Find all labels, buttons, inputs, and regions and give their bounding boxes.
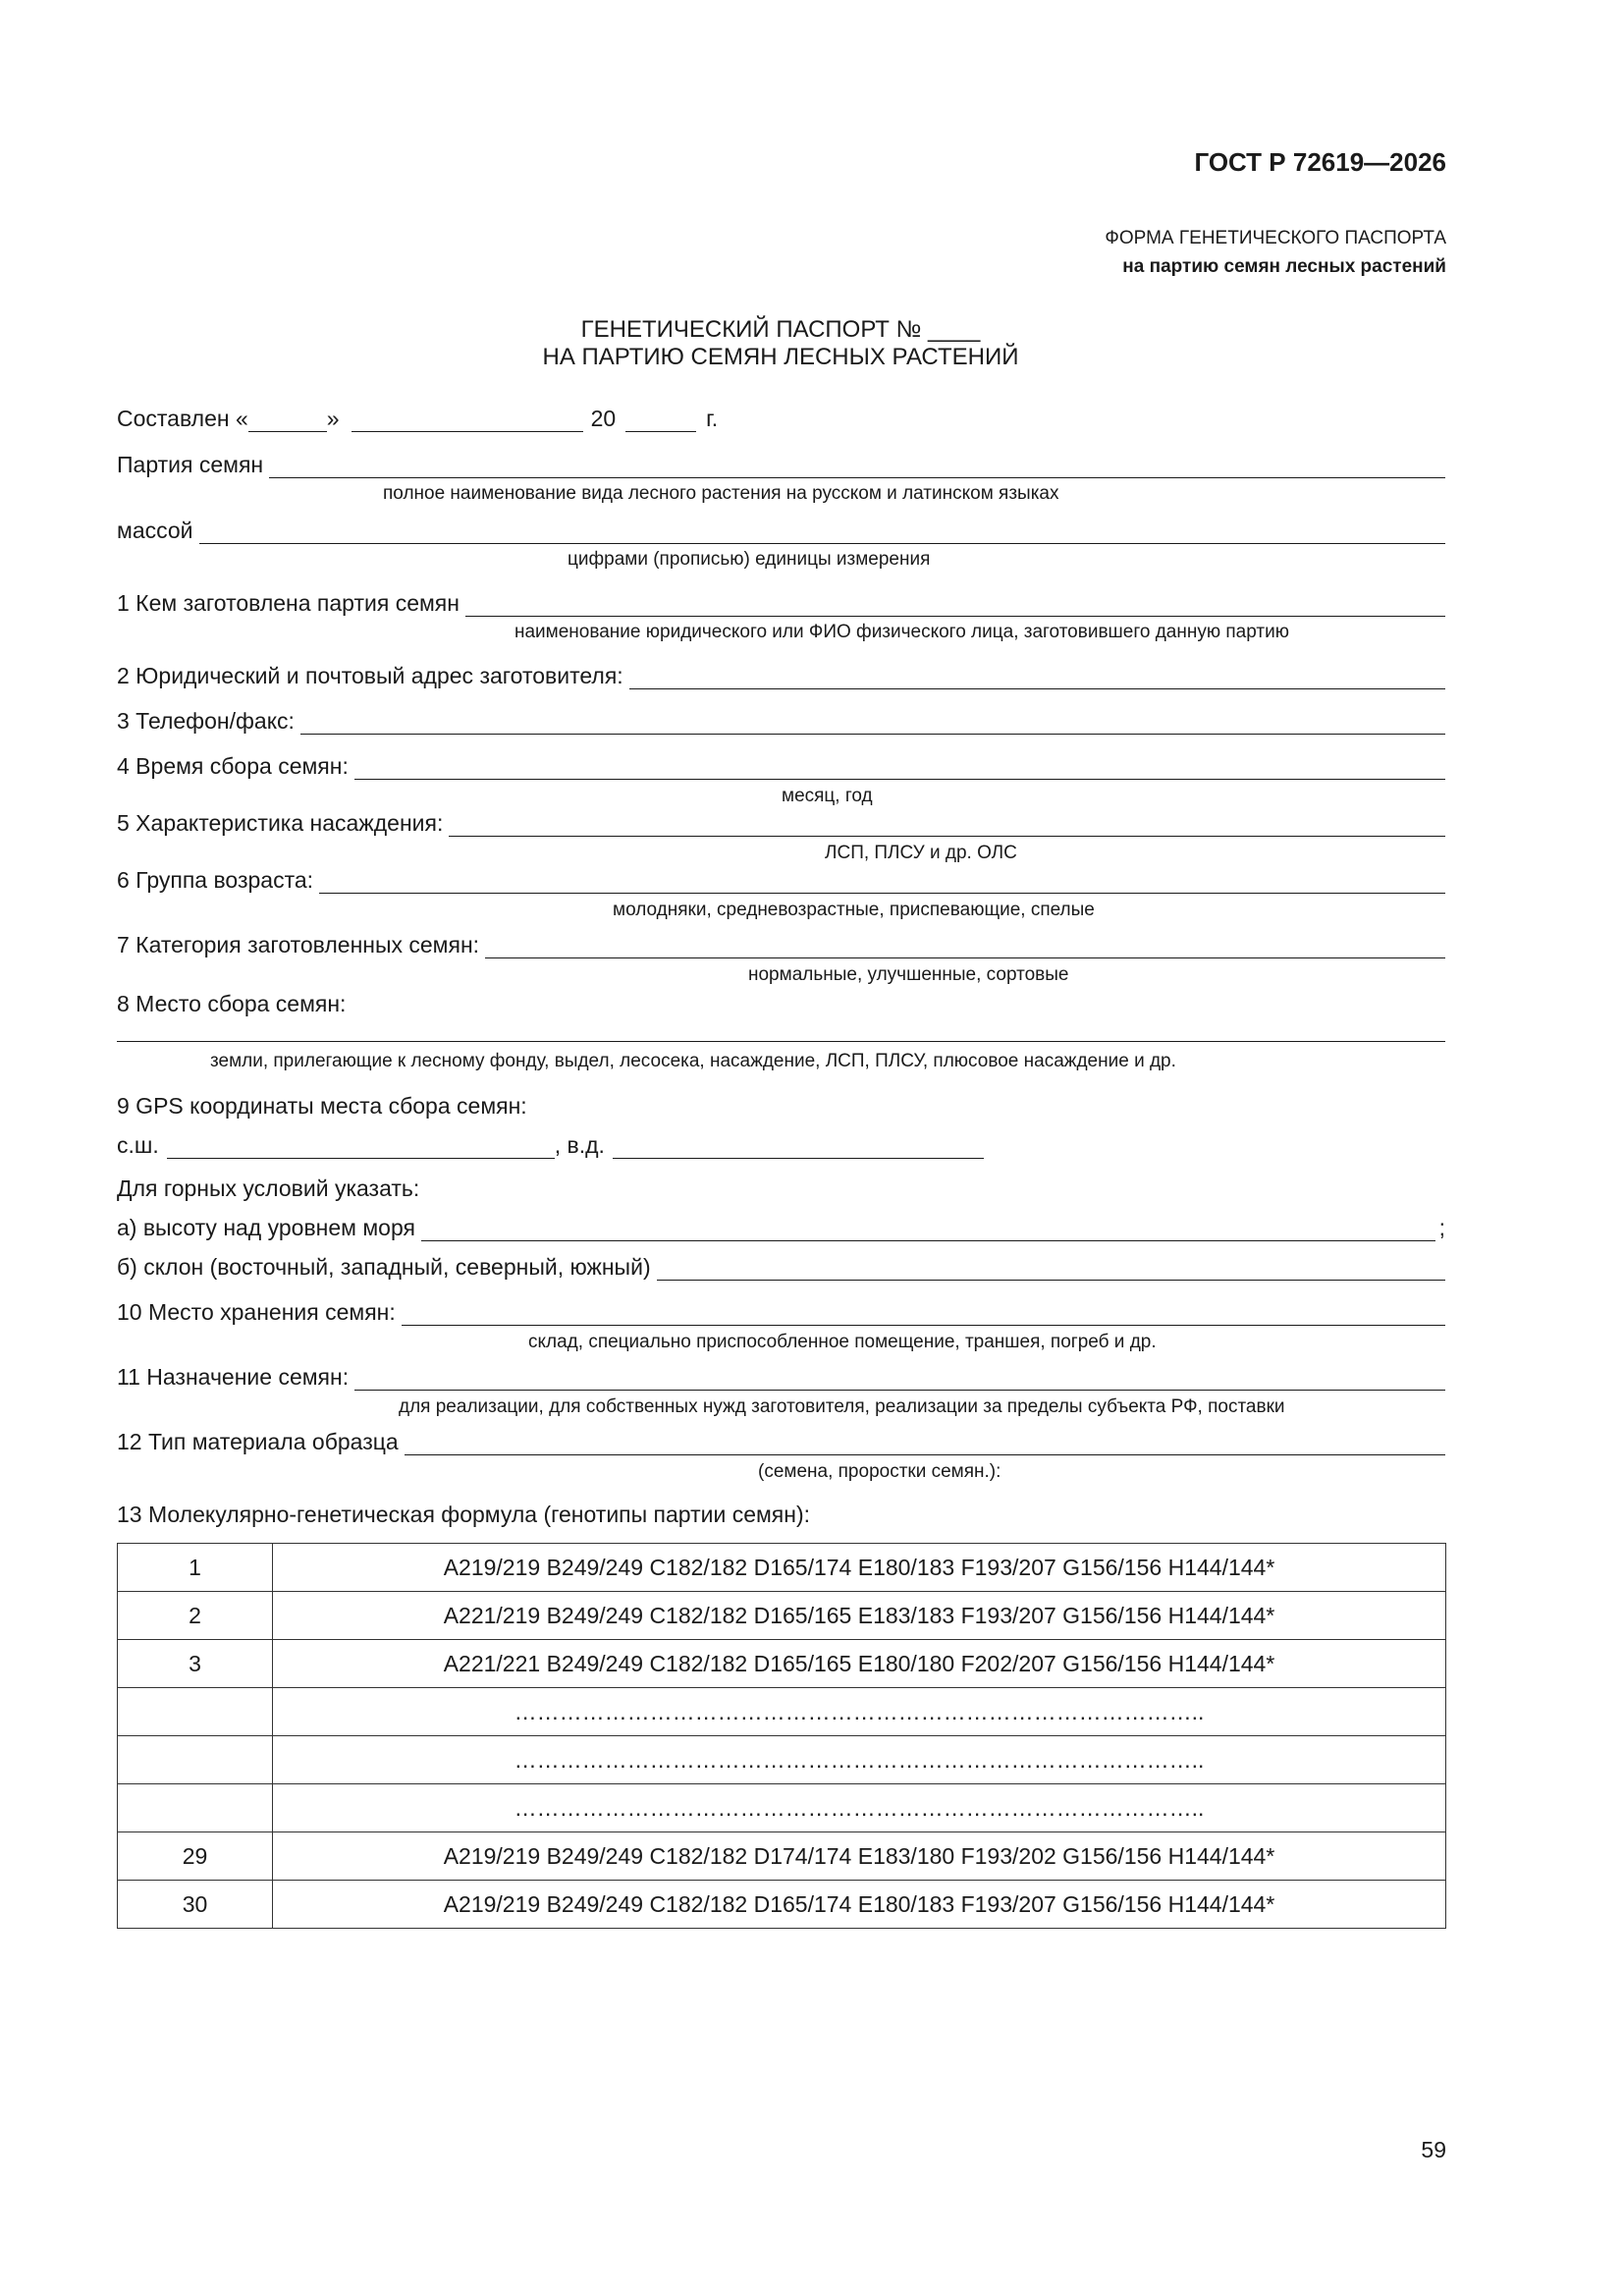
genotype-formula: A219/219 B249/249 C182/182 D165/174 E180/183 F193/207 G156/156 H144/144* xyxy=(273,1544,1446,1592)
item-7-label: 7 Категория заготовленных семян: xyxy=(117,932,480,957)
item-7-row xyxy=(117,931,1445,958)
item-12-hint: (семена, проростки семян.): xyxy=(758,1461,1001,1482)
table-row xyxy=(118,1736,1446,1784)
item-10-hint: склад, специально приспособленное помещение, траншея, погреб и др. xyxy=(528,1332,1157,1352)
item-1-label: 1 Кем заготовлена партия семян xyxy=(117,590,460,616)
slope-field[interactable] xyxy=(657,1260,1445,1281)
mountain-a-end: ; xyxy=(1438,1215,1445,1240)
item-4-label: 4 Время сбора семян: xyxy=(117,753,349,779)
item-7-field[interactable] xyxy=(485,938,1445,958)
item-5-field[interactable] xyxy=(449,816,1445,837)
item-6-field[interactable] xyxy=(319,873,1445,894)
item-4-hint: месяц, год xyxy=(782,786,873,806)
item-6-label: 6 Группа возраста: xyxy=(117,867,314,893)
genotype-formula: A221/219 B249/249 C182/182 D165/165 E183/183 F193/207 G156/156 H144/144* xyxy=(273,1592,1446,1640)
month-field[interactable] xyxy=(352,411,583,432)
genotype-formula: A219/219 B249/249 C182/182 D165/174 E180/183 F193/207 G156/156 H144/144* xyxy=(273,1881,1446,1929)
item-8-field[interactable] xyxy=(117,1041,1445,1042)
item-10-row xyxy=(117,1298,1445,1326)
mountain-label: Для горных условий указать: xyxy=(117,1175,420,1201)
year-suffix: г. xyxy=(706,406,719,431)
lon-field[interactable] xyxy=(613,1138,984,1159)
row-number xyxy=(118,1688,273,1736)
genotype-formula: A219/219 B249/249 C182/182 D174/174 E183/180 F193/202 G156/156 H144/144* xyxy=(273,1832,1446,1881)
mass-row xyxy=(117,517,1445,544)
item-2-row xyxy=(117,662,1445,689)
batch-hint: полное наименование вида лесного растения на русском и латинском языках xyxy=(383,483,1059,504)
composed-row xyxy=(117,405,1445,432)
row-number: 2 xyxy=(118,1592,273,1640)
item-11-row xyxy=(117,1363,1445,1391)
mountain-a-label: а) высоту над уровнем моря xyxy=(117,1215,415,1240)
row-number: 30 xyxy=(118,1881,273,1929)
item-1-field[interactable] xyxy=(465,596,1445,617)
row-number: 3 xyxy=(118,1640,273,1688)
item-4-field[interactable] xyxy=(354,759,1445,780)
mountain-b-label: б) склон (восточный, западный, северный, южный) xyxy=(117,1254,651,1280)
item-9-label: 9 GPS координаты места сбора семян: xyxy=(117,1093,527,1119)
altitude-field[interactable] xyxy=(421,1221,1435,1241)
item-3-field[interactable] xyxy=(300,714,1445,735)
quote-close: » xyxy=(326,406,340,431)
lat-field[interactable] xyxy=(167,1138,555,1159)
item-8-row xyxy=(117,990,1445,1017)
item-4-row xyxy=(117,752,1445,780)
table-row xyxy=(118,1784,1446,1832)
item-8-label: 8 Место сбора семян: xyxy=(117,991,347,1016)
passport-title-line1: ГЕНЕТИЧЕСКИЙ ПАСПОРТ № ____ xyxy=(580,316,981,343)
item-5-label: 5 Характеристика насаждения: xyxy=(117,810,444,836)
item-10-field[interactable] xyxy=(402,1305,1445,1326)
item-13-label: 13 Молекулярно-генетическая формула (генотипы партии семян): xyxy=(117,1502,811,1527)
item-1-row xyxy=(117,589,1445,617)
genotype-formula: ……………………………………………………………………………….. xyxy=(273,1736,1446,1784)
mass-hint: цифрами (прописью) единицы измерения xyxy=(568,549,931,570)
year-prefix: 20 xyxy=(590,406,617,431)
mountain-row xyxy=(117,1175,1445,1202)
mass-label: массой xyxy=(117,518,193,543)
item-6-row xyxy=(117,866,1445,894)
year-field[interactable] xyxy=(625,411,696,432)
item-11-hint: для реализации, для собственных нужд заготовителя, реализации за пределы субъекта РФ, поставки xyxy=(399,1396,1285,1417)
item-12-row xyxy=(117,1428,1445,1455)
genotype-formula: ……………………………………………………………………………….. xyxy=(273,1688,1446,1736)
row-number: 29 xyxy=(118,1832,273,1881)
day-field[interactable] xyxy=(248,411,327,432)
table-row xyxy=(118,1881,1446,1929)
mass-field[interactable] xyxy=(199,523,1445,544)
mountain-a-row xyxy=(117,1214,1445,1241)
item-5-hint: ЛСП, ПЛСУ и др. ОЛС xyxy=(825,843,1017,863)
row-number xyxy=(118,1736,273,1784)
table-row xyxy=(118,1544,1446,1592)
row-number: 1 xyxy=(118,1544,273,1592)
item-11-field[interactable] xyxy=(354,1370,1445,1391)
row-number xyxy=(118,1784,273,1832)
table-row xyxy=(118,1688,1446,1736)
mountain-b-row xyxy=(117,1253,1445,1281)
lon-label: , в.д. xyxy=(554,1132,605,1158)
item-2-field[interactable] xyxy=(629,669,1445,689)
item-5-row xyxy=(117,809,1445,837)
page-number: 59 xyxy=(1421,2137,1446,2162)
table-row xyxy=(118,1592,1446,1640)
batch-field[interactable] xyxy=(269,458,1445,478)
form-title: ФОРМА ГЕНЕТИЧЕСКОГО ПАСПОРТА xyxy=(1105,228,1446,248)
item-1-hint: наименование юридического или ФИО физического лица, заготовившего данную партию xyxy=(514,622,1289,642)
batch-label: Партия семян xyxy=(117,452,264,477)
item-10-label: 10 Место хранения семян: xyxy=(117,1299,396,1325)
item-7-hint: нормальные, улучшенные, сортовые xyxy=(748,964,1069,985)
table-row xyxy=(118,1832,1446,1881)
form-subtitle: на партию семян лесных растений xyxy=(1122,256,1446,277)
item-12-field[interactable] xyxy=(405,1435,1445,1455)
item-13-row xyxy=(117,1501,1445,1528)
item-2-label: 2 Юридический и почтовый адрес заготовителя: xyxy=(117,663,623,688)
genotype-formula: A221/221 B249/249 C182/182 D165/165 E180/180 F202/207 G156/156 H144/144* xyxy=(273,1640,1446,1688)
item-12-label: 12 Тип материала образца xyxy=(117,1429,399,1454)
gps-row xyxy=(117,1131,1020,1159)
genotype-formula: ……………………………………………………………………………….. xyxy=(273,1784,1446,1832)
lat-label: с.ш. xyxy=(117,1132,159,1158)
batch-row xyxy=(117,451,1445,478)
genotype-table xyxy=(117,1543,1446,1929)
item-8-hint: земли, прилегающие к лесному фонду, выдел, лесосека, насаждение, ЛСП, ПЛСУ, плюсовое насаждение и др. xyxy=(210,1051,1176,1071)
item-11-label: 11 Назначение семян: xyxy=(117,1364,350,1390)
composed-label: Составлен « xyxy=(117,406,248,431)
item-3-label: 3 Телефон/факс: xyxy=(117,708,295,734)
item-6-hint: молодняки, средневозрастные, приспевающие, спелые xyxy=(613,900,1095,920)
standard-number: ГОСТ Р 72619—2026 xyxy=(1194,147,1446,177)
passport-title-line2: НА ПАРТИЮ СЕМЯН ЛЕСНЫХ РАСТЕНИЙ xyxy=(542,344,1019,370)
table-row xyxy=(118,1640,1446,1688)
item-9-row xyxy=(117,1092,1445,1120)
item-3-row xyxy=(117,707,1445,735)
